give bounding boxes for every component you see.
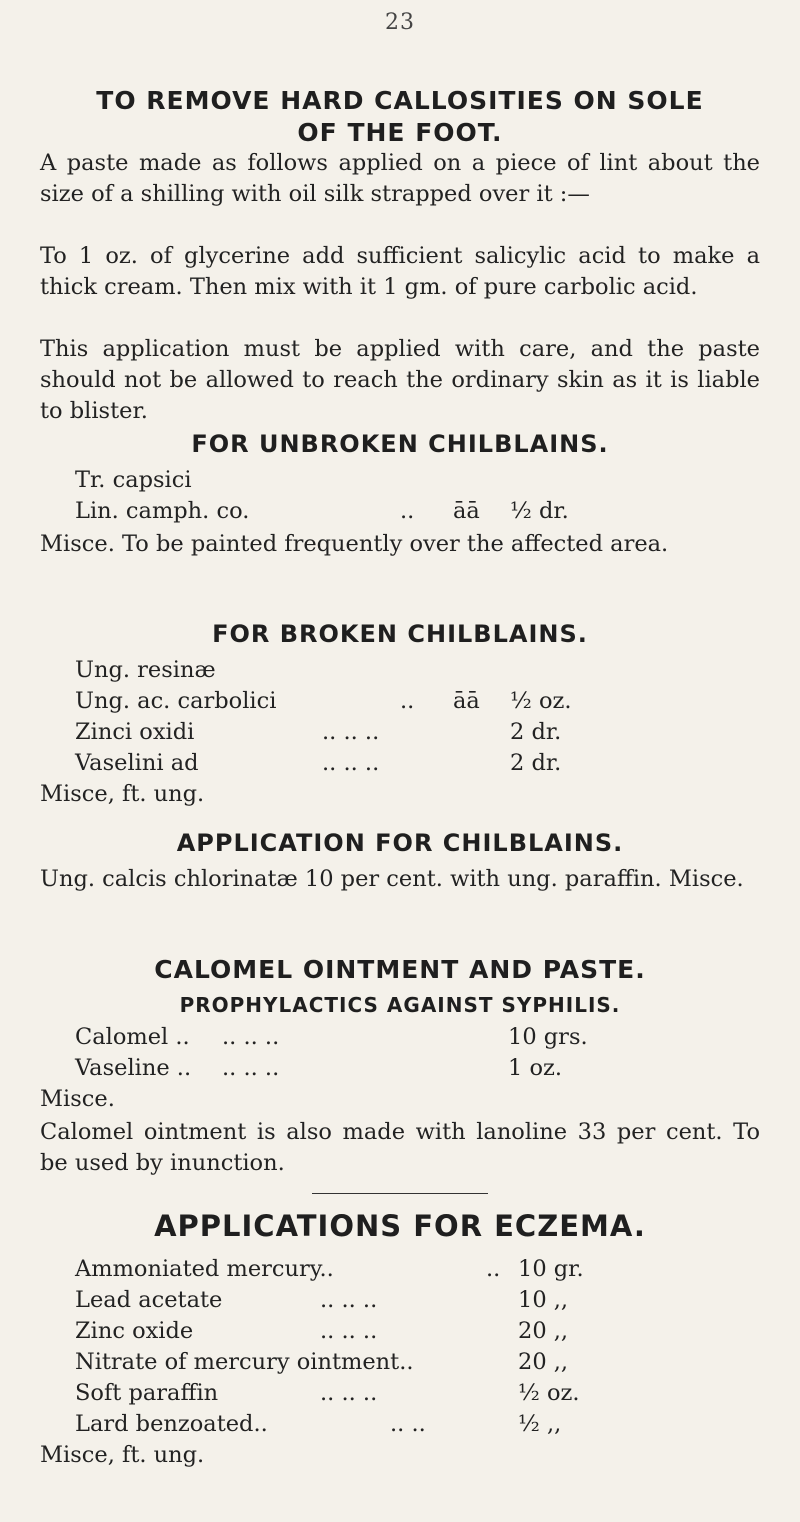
calomel-row-name: Calomel .. [75, 1024, 190, 1050]
unbroken-instructions: Misce. To be painted frequently over the affected area. [40, 531, 669, 557]
eczema-row-dots: .. .. .. [320, 1380, 378, 1406]
unbroken-row1: Tr. capsici [75, 467, 192, 493]
broken-title: FOR BROKEN CHILBLAINS. [212, 620, 588, 648]
broken-row-dots: .. [400, 688, 415, 714]
eczema-row-name: Soft paraffin [75, 1380, 219, 1406]
unbroken-row2-qty: ½ dr. [510, 498, 569, 524]
callosities-title-line2: OF THE FOOT. [297, 118, 503, 147]
eczema-row-qty: 10 ,, [518, 1287, 569, 1313]
eczema-row-qty: 20 ,, [518, 1318, 569, 1344]
broken-row-name: Zinci oxidi [75, 719, 195, 745]
eczema-row-name: Ammoniated mercury.. [75, 1256, 334, 1282]
broken-row-dots: .. .. .. [322, 719, 380, 745]
calomel-misce: Misce. [40, 1086, 115, 1112]
eczema-row-qty: 20 ,, [518, 1349, 569, 1375]
eczema-row-qty: ½ oz. [518, 1380, 580, 1406]
calomel-row-dots: .. .. .. [222, 1024, 280, 1050]
eczema-title: APPLICATIONS FOR ECZEMA. [154, 1209, 646, 1243]
application-title: APPLICATION FOR CHILBLAINS. [176, 829, 624, 857]
unbroken-row2-dots: .. [400, 498, 415, 524]
section-divider [312, 1193, 488, 1194]
callosities-recipe: To 1 oz. of glycerine add sufficient salicylic acid to make a thick cream. Then mix with it 1 gm. of pure carbolic acid. [40, 243, 760, 300]
broken-row-qty: 2 dr. [510, 719, 562, 745]
callosities-intro: A paste made as follows applied on a piece of lint about the size of a shilling with oil silk strapped over it :— [40, 150, 760, 207]
broken-instructions: Misce, ft. ung. [40, 781, 205, 807]
unbroken-row2-name: Lin. camph. co. [75, 498, 250, 524]
eczema-row-dots: .. .. [390, 1411, 426, 1437]
eczema-instructions: Misce, ft. ung. [40, 1442, 205, 1468]
calomel-row-qty: 1 oz. [508, 1055, 563, 1081]
calomel-row-name: Vaseline .. [75, 1055, 192, 1081]
page-number: 23 [385, 10, 415, 35]
callosities-warning: This application must be applied with care, and the paste should not be allowed to reach the ordinary skin as it is liable to blister. [40, 336, 760, 424]
calomel-subtitle: PROPHYLACTICS AGAINST SYPHILIS. [179, 993, 621, 1017]
eczema-row-name: Lead acetate [75, 1287, 223, 1313]
unbroken-title: FOR UNBROKEN CHILBLAINS. [191, 430, 609, 458]
callosities-title-line1: TO REMOVE HARD CALLOSITIES ON SOLE [96, 86, 704, 115]
broken-row-name: Ung. resinæ [75, 657, 216, 683]
eczema-row-qty: 10 gr. [518, 1256, 584, 1282]
broken-row-aa: āā [453, 688, 480, 714]
broken-row-qty: 2 dr. [510, 750, 562, 776]
calomel-title: CALOMEL OINTMENT AND PASTE. [154, 955, 646, 984]
eczema-row-qty: ½ ,, [518, 1411, 562, 1437]
eczema-row-name: Lard benzoated.. [75, 1411, 268, 1437]
unbroken-row2-aa: āā [453, 498, 480, 524]
calomel-row-dots: .. .. .. [222, 1055, 280, 1081]
eczema-row-dots: .. .. .. [320, 1287, 378, 1313]
eczema-row-name: Zinc oxide [75, 1318, 194, 1344]
eczema-row-name: Nitrate of mercury ointment.. [75, 1349, 414, 1375]
calomel-note: Calomel ointment is also made with lanoline 33 per cent. To be used by inunction. [40, 1119, 760, 1176]
eczema-row-dots: .. [486, 1256, 501, 1282]
broken-row-name: Ung. ac. carbolici [75, 688, 277, 714]
application-text: Ung. calcis chlorinatæ 10 per cent. with ung. paraffin. Misce. [40, 866, 744, 892]
calomel-row-qty: 10 grs. [508, 1024, 588, 1050]
broken-row-dots: .. .. .. [322, 750, 380, 776]
eczema-row-dots: .. .. .. [320, 1318, 378, 1344]
broken-row-qty: ½ oz. [510, 688, 572, 714]
broken-row-name: Vaselini ad [75, 750, 199, 776]
